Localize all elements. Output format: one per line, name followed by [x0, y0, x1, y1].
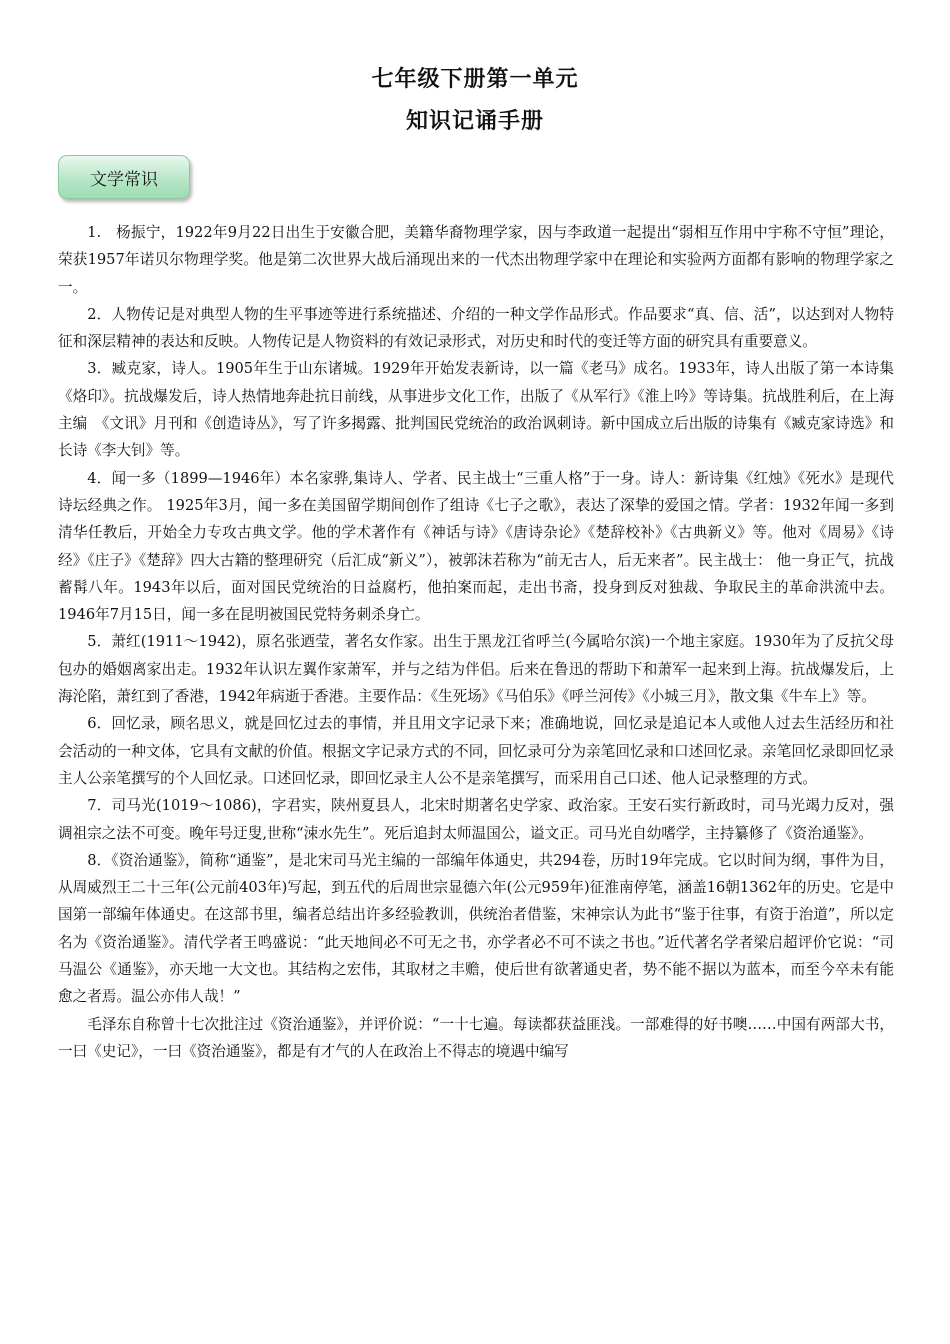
document-body	[58, 219, 894, 1065]
paragraph-7: 7．司马光(1019～1086)，字君实，陕州夏县人，北宋时期著名史学家、政治家。王安石实行新政时，司马光竭力反对，强调祖宗之法不可变。晚年号迂叟,世称“涑水先生”。死后追封太师温国公，谥文正。司马光自幼嗜学，主持纂修了《资治通鉴》。	[58, 797, 894, 842]
paragraph-3: 3．臧克家，诗人。1905年生于山东诸城。1929年开始发表新诗，以一篇《老马》成名。1933年，诗人出版了第一本诗集《烙印》。抗战爆发后，诗人热情地奔赴抗日前线，从事进步文化工作，出版了《从军行》《淮上吟》等诗集。抗战胜利后，在上海主编 《文讯》月刊和《创造诗丛》，写了许多揭露、批判国民党统治的政治讽刺诗。新中国成立后出版的诗集有《臧克家诗选》和长诗《李大钊》等。	[58, 360, 894, 460]
paragraph-1: 1. 杨振宁，1922年9月22日出生于安徽合肥，美籍华裔物理学家，因与李政道一起提出“弱相互作用中宇称不守恒”理论，荣获1957年诺贝尔物理学奖。他是第二次世界大战后涌现出来的一代杰出物理学家中在理论和实验两方面都有影响的物理学家之一。	[58, 224, 894, 296]
page-subtitle: 知识记诵手册	[405, 108, 544, 134]
section-badge-literary-knowledge: 文学常识	[58, 155, 190, 199]
paragraph-2: 2．人物传记是对典型人物的生平事迹等进行系统描述、介绍的一种文学作品形式。作品要求“真、信、活”，以达到对人物特征和深层精神的表达和反映。人物传记是人物资料的有效记录形式，对历史和时代的变迁等方面的研究具有重要意义。	[58, 305, 894, 351]
paragraph-6: 6．回忆录，顾名思义，就是回忆过去的事情，并且用文字记录下来；准确地说，回忆录是追记本人或他人过去生活经历和社会活动的一种文体，它具有文献的价值。根据文字记录方式的不同，回忆录可分为亲笔回忆录和口述回忆录。亲笔回忆录即回忆录主人公亲笔撰写的个人回忆录。口述回忆录，即回忆录主人公不是亲笔撰写，而采用自己口述、他人记录整理的方式。	[58, 715, 894, 787]
paragraph-8: 8．《资治通鉴》，简称“通鉴”，是北宋司马光主编的一部编年体通史，共294卷，历时19年完成。它以时间为纲，事件为目，从周威烈王二十三年(公元前403年)写起，到五代的后周世宗显德六年(公元959年)征淮南停笔，涵盖16朝1362年的历史。它是中国第一部编年体通史。在这部书里，编者总结出许多经验教训，供统治者借鉴，宋神宗认为此书“鉴于往事，有资于治道”，所以定名为《资治通鉴》。清代学者王鸣盛说：“此天地间必不可无之书，亦学者必不可不读之书也。”近代著名学者梁启超评价它说：“司马温公《通鉴》，亦天地一大文也。其结构之宏伟，其取材之丰赡，使后世有欲著通史者，势不能不据以为蓝本，而至今卒未有能愈之者焉。温公亦伟人哉！”	[58, 851, 894, 1006]
paragraph-4: 4．闻一多（1899—1946年）本名家骅,集诗人、学者、民主战士“三重人格”于一身。诗人：新诗集《红烛》《死水》是现代诗坛经典之作。 1925年3月，闻一多在美国留学期间创作了组诗《七子之歌》，表达了深挚的爱国之情。学者：1932年闻一多到清华任教后，开始全力专攻古典文学。他的学术著作有《神话与诗》《唐诗杂论》《楚辞校补》《古典新义》等。他对《周易》《诗经》《庄子》《楚辞》四大古籍的整理研究（后汇成“新义”），被郭沫若称为“前无古人，后无来者”。民主战士： 他一身正气，抗战蓄髯八年。1943年以后，面对国民党统治的日益腐朽，他拍案而起，走出书斋，投身到反对独裁、争取民主的革命洪流中去。1946年7月15日，闻一多在昆明被国民党特务刺杀身亡。	[58, 469, 894, 624]
page-title: 七年级下册第一单元	[371, 66, 579, 92]
paragraph-9: 毛泽东自称曾十七次批注过《资治通鉴》，并评价说：“一十七遍。每读都获益匪浅。一部难得的好书噢……中国有两部大书，一曰《史记》，一曰《资治通鉴》，都是有才气的人在政治上不得志的境遇中编写	[58, 1015, 894, 1060]
paragraph-5: 5．萧红(1911～1942)，原名张迺莹，著名女作家。出生于黑龙江省呼兰(今属哈尔滨)一个地主家庭。1930年为了反抗父母包办的婚姻离家出走。1932年认识左翼作家萧军，并与之结为伴侣。后来在鲁迅的帮助下和萧军一起来到上海。抗战爆发后，上海沦陷，萧红到了香港，1942年病逝于香港。主要作品：《生死场》《马伯乐》《呼兰河传》《小城三月》，散文集《牛车上》等。	[58, 633, 894, 706]
